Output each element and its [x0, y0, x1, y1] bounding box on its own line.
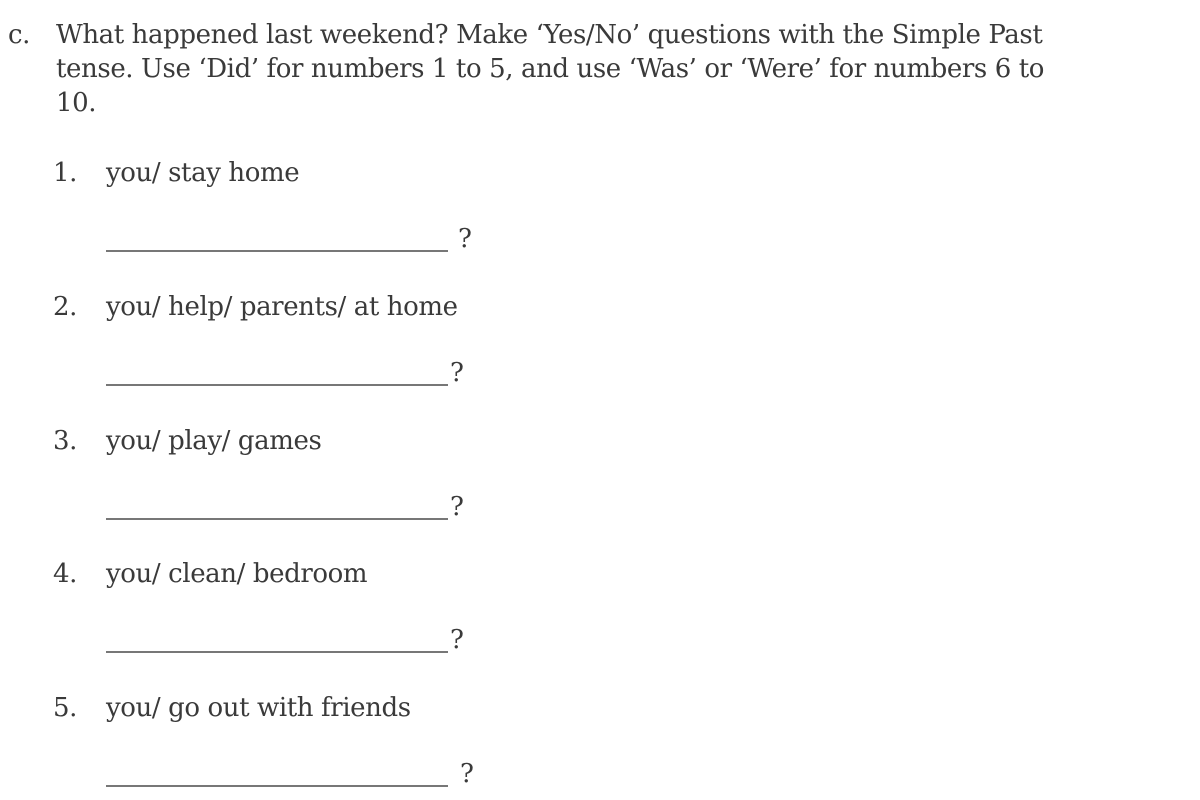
question-mark: ? — [450, 358, 464, 388]
question-mark: ? — [450, 492, 464, 522]
answer-row — [106, 490, 464, 524]
item-prompt: you/ clean/ bedroom — [106, 559, 368, 589]
answer-row — [106, 356, 464, 390]
answer-row — [106, 222, 472, 256]
answer-blank-2[interactable] — [106, 384, 448, 386]
answer-blank-5[interactable] — [106, 785, 448, 787]
item-number: 4. — [53, 559, 78, 589]
item-prompt: you/ help/ parents/ at home — [106, 292, 458, 322]
answer-row — [106, 623, 464, 657]
exercise-instruction — [8, 18, 1108, 120]
answer-blank-4[interactable] — [106, 651, 448, 653]
item-number: 1. — [53, 158, 78, 188]
exercise-letter: c. — [8, 20, 31, 50]
item-number: 3. — [53, 426, 78, 456]
item-prompt: you/ go out with friends — [106, 693, 411, 723]
answer-blank-1[interactable] — [106, 250, 448, 252]
instruction-text: What happened last weekend? Make ‘Yes/No’ questions with the Simple Past tense. Use ‘Did’ for numbers 1 to 5, and use ‘Was’ or ‘Were’ for numbers 6 to 10. — [56, 20, 1044, 118]
question-mark: ? — [460, 759, 474, 789]
item-number: 2. — [53, 292, 78, 322]
item-number: 5. — [53, 693, 78, 723]
question-mark: ? — [450, 625, 464, 655]
answer-row — [106, 757, 474, 791]
answer-blank-3[interactable] — [106, 518, 448, 520]
question-mark: ? — [458, 224, 472, 254]
item-prompt: you/ play/ games — [106, 426, 322, 456]
item-prompt: you/ stay home — [106, 158, 300, 188]
